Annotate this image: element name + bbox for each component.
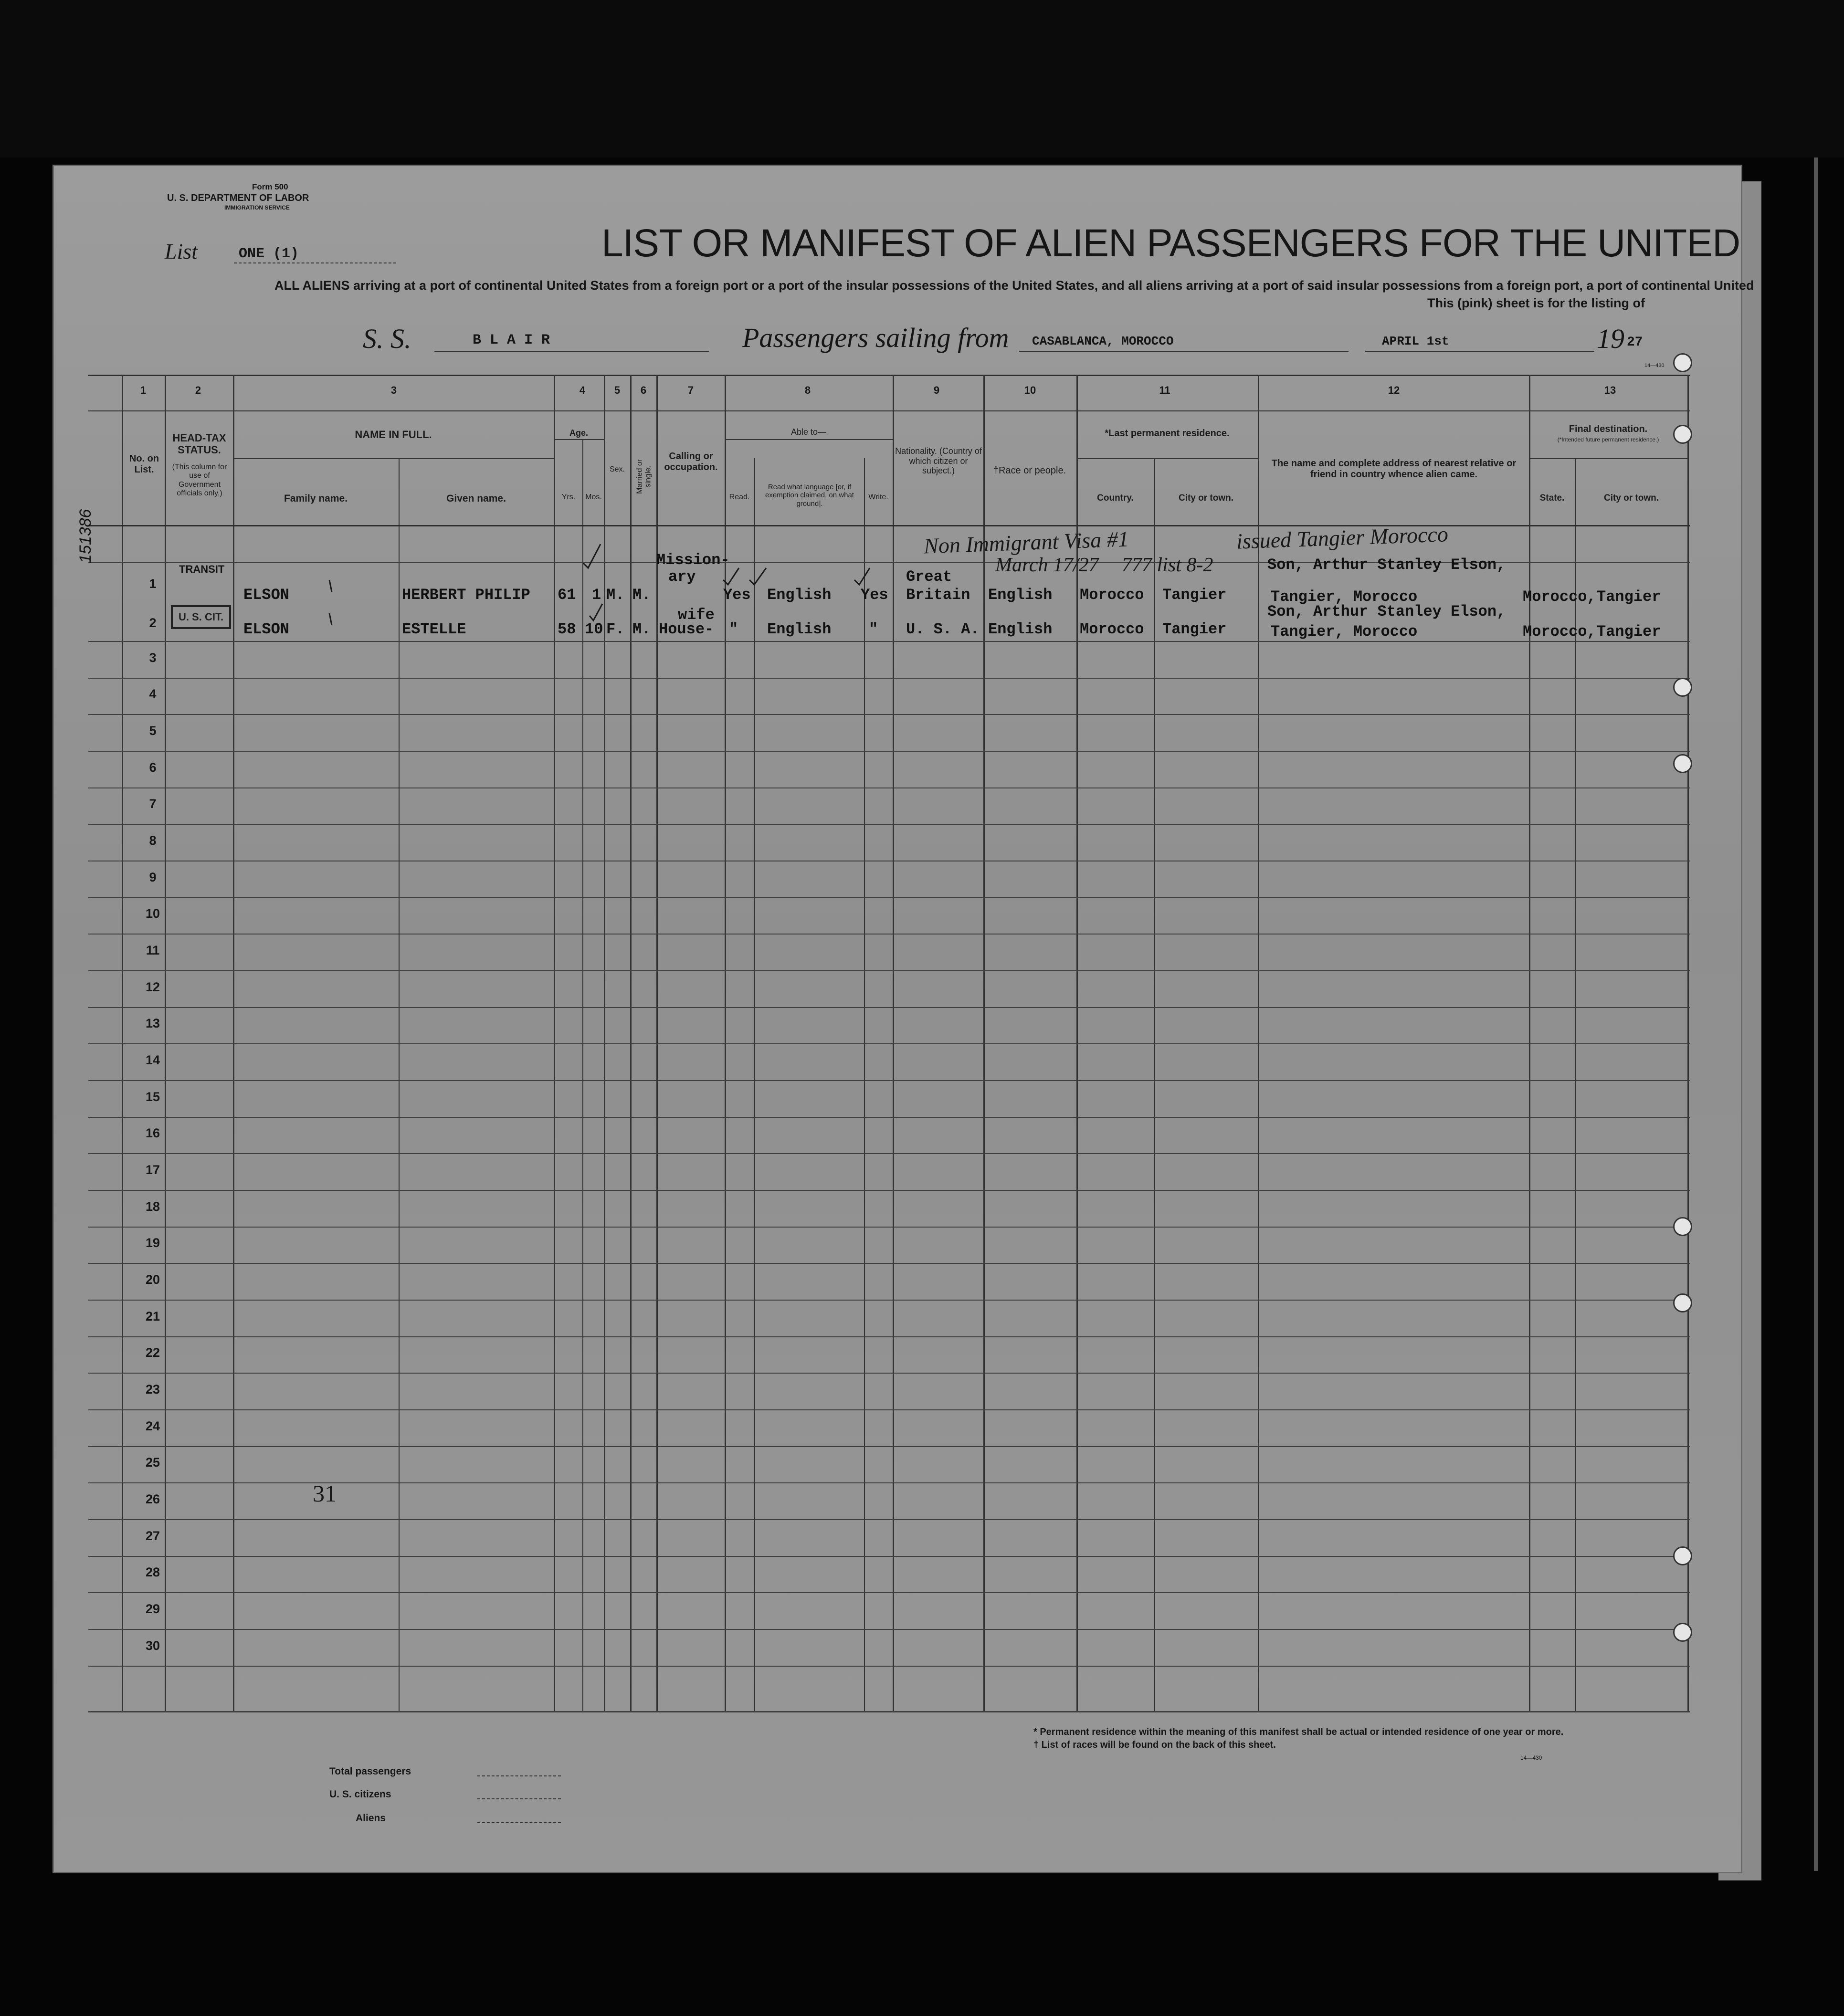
passenger-2-nationality: U. S. A. <box>906 620 980 638</box>
binder-hole <box>1673 1293 1692 1312</box>
footer-note-races: † List of races will be found on the back of this sheet. <box>1033 1740 1276 1750</box>
passenger-2-occupation-1: wife <box>678 606 715 624</box>
row-line-14 <box>88 1080 1690 1081</box>
header-name-in-full: NAME IN FULL. <box>355 429 432 441</box>
row-number: 24 <box>145 1419 160 1433</box>
header-no-on-list: No. on List. <box>129 453 159 475</box>
passenger-1-sex: M. <box>606 586 625 604</box>
row-number: 29 <box>145 1602 160 1616</box>
side-file-number: 151386 <box>76 509 95 563</box>
form-number: Form 500 <box>252 182 288 191</box>
passenger-1-race: English <box>988 586 1053 604</box>
port-underline <box>1019 351 1349 352</box>
row-number: 23 <box>145 1382 160 1396</box>
column-number-8: 8 <box>804 384 811 396</box>
row-number: 20 <box>145 1272 160 1287</box>
header-write: Write. <box>868 493 888 501</box>
passenger-2-occupation-2: House- <box>659 620 714 638</box>
passenger-1-relative-2: Tangier, Morocco <box>1271 588 1418 606</box>
right-edge-strip <box>1814 153 1818 1871</box>
departure-port: CASABLANCA, MOROCCO <box>1032 334 1174 348</box>
manifest-subtitle-2: This (pink) sheet is for the listing of <box>1427 296 1645 310</box>
head-tax-transit: TRANSIT <box>179 563 225 575</box>
row-line-15 <box>88 1117 1690 1118</box>
passenger-2-mos: 10 <box>585 620 603 638</box>
row-number: 12 <box>145 980 160 994</box>
column-number-13: 13 <box>1604 384 1616 396</box>
row-number: 30 <box>145 1638 160 1653</box>
passenger-1-married: M. <box>632 586 651 604</box>
col-line-p <box>1154 458 1155 1711</box>
handwritten-visa-line-1: Non Immigrant Visa #1 <box>923 526 1129 558</box>
footer-us-citizens: U. S. citizens <box>329 1789 391 1800</box>
passenger-1-relative-1: Son, Arthur Stanley Elson, <box>1267 556 1506 574</box>
binder-hole <box>1673 678 1692 697</box>
header-sex: Sex. <box>609 465 625 473</box>
passenger-1-given: HERBERT PHILIP <box>402 586 530 604</box>
binder-hole <box>1673 1546 1692 1565</box>
row-number: 25 <box>145 1455 160 1470</box>
footer-us-line <box>477 1798 561 1799</box>
row-line-7 <box>88 824 1690 825</box>
row-number: 10 <box>145 906 160 921</box>
col-line-s <box>1575 458 1576 1711</box>
header-head-tax: HEAD-TAX STATUS. <box>172 432 226 456</box>
column-number-5: 5 <box>614 384 621 396</box>
passenger-1-read: Yes <box>723 586 751 604</box>
row-number: 21 <box>145 1309 160 1323</box>
passenger-2-country: Morocco <box>1080 620 1144 638</box>
header-head-tax-note: (This column for use of Government officials only.) <box>172 463 227 498</box>
header-race: †Race or people. <box>993 465 1066 476</box>
row-line-28 <box>88 1592 1690 1593</box>
passenger-2-write: " <box>869 620 878 638</box>
handwritten-issued: issued Tangier Morocco <box>1236 522 1449 554</box>
department-name: U. S. DEPARTMENT OF LABOR <box>167 193 309 203</box>
row-line-22 <box>88 1373 1690 1374</box>
header-family-name: Family name. <box>284 493 348 504</box>
column-number-12: 12 <box>1388 384 1400 396</box>
date-underline <box>1365 351 1594 352</box>
header-married: Married or single. <box>635 459 653 494</box>
passenger-1-occupation-1: Mission- <box>656 551 730 569</box>
column-number-6: 6 <box>640 384 647 396</box>
row-line-26 <box>88 1519 1690 1520</box>
passenger-1-dest-city: Tangier <box>1597 588 1661 606</box>
header-last-residence: *Last permanent residence. <box>1105 428 1230 439</box>
header-state: State. <box>1539 493 1565 503</box>
column-number-3: 3 <box>390 384 397 396</box>
header-country: Country. <box>1097 493 1134 503</box>
header-nationality: Nationality. (Country of which citizen or subject.) <box>895 446 982 476</box>
row-number: 17 <box>145 1163 160 1177</box>
passenger-1-family: ELSON <box>243 586 290 604</box>
service-name: IMMIGRATION SERVICE <box>224 204 290 211</box>
passenger-1-write: Yes <box>861 586 888 604</box>
footer-aliens: Aliens <box>356 1813 386 1824</box>
footer-total-line <box>477 1775 561 1776</box>
passenger-2-dest-state: Morocco, <box>1523 623 1596 640</box>
col-line-r <box>1529 375 1530 1711</box>
header-read-language: Read what language [or, if exemption claimed, on what ground]. <box>765 483 854 508</box>
row-line-13 <box>88 1043 1690 1044</box>
binder-hole <box>1673 754 1692 773</box>
header-read: Read. <box>729 493 750 501</box>
head-tax-us-cit-stamp: U. S. CIT. <box>171 605 231 629</box>
row-line-24 <box>88 1446 1690 1447</box>
passenger-2-relative-1: Son, Arthur Stanley Elson, <box>1267 603 1506 620</box>
row-line-16 <box>88 1153 1690 1154</box>
handwritten-visa-line-2: March 17/27 <box>995 554 1099 576</box>
row-line-27 <box>88 1556 1690 1557</box>
header-able-to: Able to— <box>790 427 827 437</box>
row-number: 15 <box>145 1090 160 1104</box>
passenger-2-relative-2: Tangier, Morocco <box>1271 623 1418 640</box>
list-label: List <box>165 239 198 263</box>
row-line-9 <box>88 897 1690 898</box>
passenger-2-race: English <box>988 620 1053 638</box>
row-number: 13 <box>145 1016 160 1030</box>
passenger-2-language: English <box>767 620 832 638</box>
passenger-1-language: English <box>767 586 832 604</box>
sailing-date: APRIL 1st <box>1382 334 1449 348</box>
column-number-10: 10 <box>1024 384 1036 396</box>
row-line-30 <box>88 1666 1690 1667</box>
passenger-1-dest-state: Morocco, <box>1523 588 1596 606</box>
row-number: 7 <box>149 797 157 811</box>
year-suffix: 27 <box>1627 335 1643 350</box>
row-number: 6 <box>149 760 157 775</box>
passenger-1-country: Morocco <box>1080 586 1144 604</box>
row-number: 22 <box>145 1345 160 1360</box>
row-line-19 <box>88 1263 1690 1264</box>
binder-hole <box>1673 1217 1692 1236</box>
row-number: 14 <box>145 1053 160 1067</box>
passenger-2-read: " <box>729 620 738 638</box>
destination-header-line <box>1529 458 1687 459</box>
column-number-1: 1 <box>140 384 147 396</box>
row-number: 8 <box>149 833 157 848</box>
column-number-2: 2 <box>195 384 201 396</box>
passenger-1-mos: 1 <box>592 586 601 604</box>
header-given-name: Given name. <box>446 493 506 504</box>
row-number: 2 <box>149 616 157 630</box>
sailing-label: Passengers sailing from <box>742 322 1009 353</box>
row-number: 11 <box>146 943 160 957</box>
passenger-1-occupation-2: ary <box>668 568 696 586</box>
row-line-29 <box>88 1629 1690 1630</box>
row-line-4 <box>88 714 1690 715</box>
footer-total-passengers: Total passengers <box>329 1766 411 1777</box>
passenger-1-city: Tangier <box>1162 586 1227 604</box>
row-line-21 <box>88 1336 1690 1337</box>
handwritten-visa-extra: 777 list 8-2 <box>1122 554 1213 576</box>
column-number-7: 7 <box>687 384 694 396</box>
ship-name: B L A I R <box>473 332 550 348</box>
binder-hole <box>1673 425 1692 444</box>
col-line-n <box>983 375 985 1711</box>
footer-note-residence: * Permanent residence within the meaning of this manifest shall be actual or intended residence of one year or more. <box>1033 1727 1564 1737</box>
row-number: 4 <box>149 687 157 701</box>
manifest-subtitle-1: ALL ALIENS arriving at a port of continental United States from a foreign port or a port of the insular possessions of the United States, and all aliens arriving at a port of said insular possessions from a foreign port, a port of continental United <box>274 278 1754 293</box>
row-number: 5 <box>149 724 157 738</box>
passenger-2-dest-city: Tangier <box>1597 623 1661 640</box>
table-bottom-border <box>88 1711 1690 1712</box>
list-value: ONE (1) <box>239 246 299 262</box>
header-calling: Calling or occupation. <box>664 451 718 472</box>
passenger-1-nationality-1: Great <box>906 568 952 586</box>
check-marks <box>0 0 955 668</box>
header-final-destination: Final destination. <box>1569 424 1648 434</box>
column-number-11: 11 <box>1159 384 1170 396</box>
col-line-q <box>1258 375 1259 1711</box>
manifest-title: LIST OR MANIFEST OF ALIEN PASSENGERS FOR THE UNITED <box>601 221 1740 265</box>
col-line-t <box>1687 375 1689 1711</box>
footer-form-code: 14—430 <box>1520 1754 1542 1761</box>
passenger-1-nationality-2: Britain <box>906 586 970 604</box>
row-number: 1 <box>149 577 157 591</box>
header-yrs: Yrs. <box>561 493 576 501</box>
row-number: 18 <box>145 1199 160 1214</box>
column-number-4: 4 <box>579 384 586 396</box>
passenger-2-city: Tangier <box>1162 620 1227 638</box>
header-city: City or town. <box>1178 493 1234 503</box>
header-mos: Mos. <box>585 493 602 501</box>
binder-hole <box>1673 353 1692 372</box>
passenger-1-yrs: 61 <box>558 586 576 604</box>
residence-header-line <box>1076 458 1258 459</box>
row-number: 26 <box>145 1492 160 1506</box>
header-final-note: (*Intended future permanent residence.) <box>1557 436 1659 443</box>
passenger-2-married: M. <box>632 620 651 638</box>
row-number: 28 <box>145 1565 160 1579</box>
row-line-12 <box>88 1007 1690 1008</box>
form-code-top: 14—430 <box>1644 363 1665 368</box>
passenger-2-sex: F. <box>606 620 625 638</box>
binder-hole <box>1673 1623 1692 1642</box>
header-dest-city: City or town. <box>1603 493 1659 503</box>
row-number: 9 <box>149 870 157 884</box>
header-relative: The name and complete address of nearest relative or friend in country whence alien came. <box>1271 458 1517 480</box>
passenger-2-yrs: 58 <box>558 620 576 638</box>
row-line-5 <box>88 751 1690 752</box>
passenger-2-given: ESTELLE <box>402 620 466 638</box>
header-age: Age. <box>569 428 588 438</box>
footer-aliens-line <box>477 1822 561 1823</box>
row-line-17 <box>88 1190 1690 1191</box>
row-number: 19 <box>145 1236 160 1250</box>
row-number: 3 <box>149 651 157 665</box>
row-number: 27 <box>145 1529 160 1543</box>
row-line-23 <box>88 1409 1690 1410</box>
row-number: 16 <box>145 1126 160 1140</box>
handwritten-margin-number: 31 <box>313 1480 337 1507</box>
column-number-9: 9 <box>933 384 940 396</box>
year-prefix: 19 <box>1597 323 1624 354</box>
row-line-11 <box>88 970 1690 971</box>
ss-label: S. S. <box>363 323 411 354</box>
passenger-2-family: ELSON <box>243 620 290 638</box>
row-line-18 <box>88 1227 1690 1228</box>
row-line-3 <box>88 678 1690 679</box>
row-line-20 <box>88 1300 1690 1301</box>
